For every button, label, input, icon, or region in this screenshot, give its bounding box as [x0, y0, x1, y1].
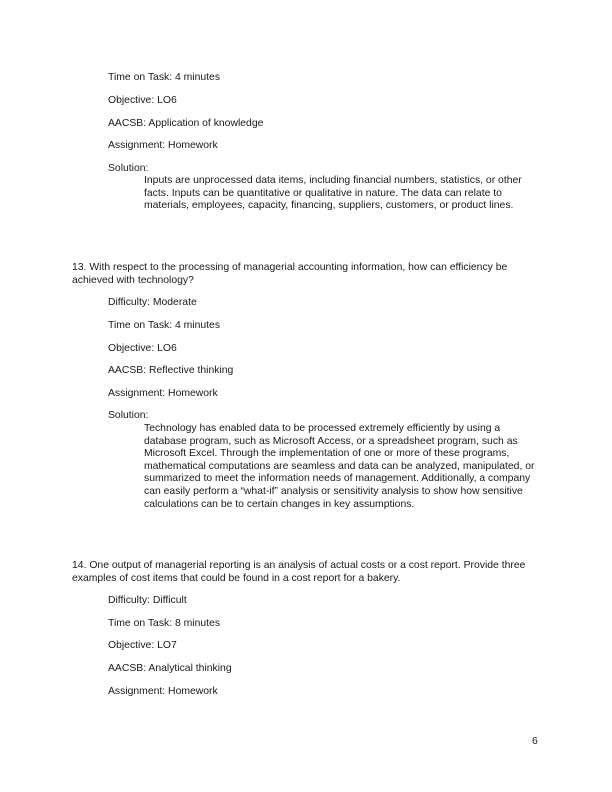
solution-label: Solution: — [108, 410, 149, 421]
page-number: 6 — [532, 736, 538, 747]
assignment: Assignment: Homework — [108, 686, 218, 697]
aacsb: AACSB: Application of knowledge — [108, 118, 264, 129]
solution-text: Technology has enabled data to be processed extremely efficiently by using a database program, such as Microsoft Access, or a spreadsheet program, such as Microsoft Excel. Through the implementation of one or more of these programs, mathematical computations are seamless and data can be analyzed, manipulated, or summarized to meet the information needs of management. Additionally, a company can easily perform a “what-if” analysis or sensitivity analysis to show how sensitive calculations can be to certain changes in key assumptions. — [144, 423, 535, 510]
time-on-task: Time on Task: 4 minutes — [108, 320, 221, 331]
difficulty: Difficulty: Moderate — [108, 297, 197, 308]
time-on-task: Time on Task: 4 minutes — [108, 72, 221, 83]
question-13: 13. With respect to the processing of managerial accounting information, how can efficiency be achieved with technology? — [72, 262, 508, 286]
assignment: Assignment: Homework — [108, 388, 218, 399]
question-14: 14. One output of managerial reporting is an analysis of actual costs or a cost report. Provide three examples of cost items that could be found in a cost report for a bakery. — [72, 560, 526, 584]
aacsb: AACSB: Analytical thinking — [108, 663, 232, 674]
difficulty: Difficulty: Difficult — [108, 595, 187, 606]
solution-label: Solution: — [108, 163, 149, 174]
assignment: Assignment: Homework — [108, 140, 218, 151]
objective: Objective: LO7 — [108, 640, 177, 651]
time-on-task: Time on Task: 8 minutes — [108, 618, 221, 629]
objective: Objective: LO6 — [108, 343, 177, 354]
solution-text: Inputs are unprocessed data items, including financial numbers, statistics, or other facts. Inputs can be quantitative or qualitative in nature. The data can relate to materials, employees, capacity, financing, suppliers, customers, or product lines. — [144, 175, 522, 212]
aacsb: AACSB: Reflective thinking — [108, 365, 234, 376]
objective: Objective: LO6 — [108, 95, 177, 106]
